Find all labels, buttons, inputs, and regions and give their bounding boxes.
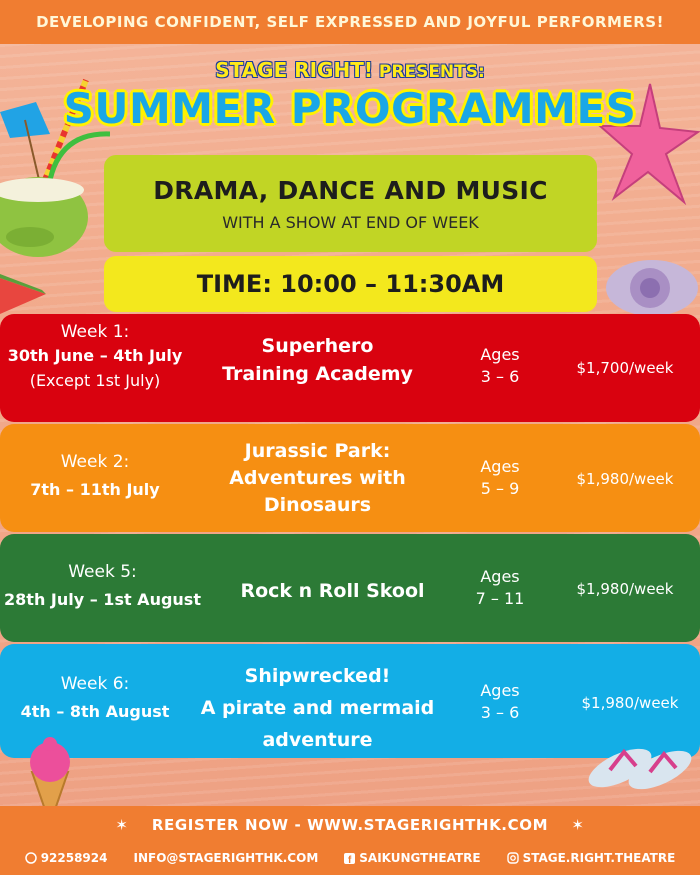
- presents-line: [0, 58, 700, 82]
- week-row: [0, 534, 700, 642]
- register-line: [0, 816, 700, 834]
- email-address: INFO@STAGERIGHTHK.COM: [133, 851, 319, 865]
- time-box: [104, 256, 597, 312]
- contact-instagram[interactable]: [507, 851, 676, 865]
- week-note: (Except 1st July): [29, 371, 161, 390]
- tagline-banner: [0, 0, 700, 44]
- ages-range: 3 – 6: [480, 367, 520, 386]
- program-name-line: Superhero: [261, 335, 374, 357]
- program-type-heading: DRAMA, DANCE AND MUSIC: [153, 176, 548, 205]
- program-name-line: Dinosaurs: [263, 494, 372, 516]
- ages-range: 5 – 9: [480, 479, 520, 498]
- register-text[interactable]: REGISTER NOW - WWW.STAGERIGHTHK.COM: [151, 816, 549, 834]
- price: $1,980/week: [576, 580, 674, 598]
- program-name-line: Adventures with: [229, 467, 406, 489]
- week-dates: 7th – 11th July: [30, 480, 160, 499]
- facebook-icon: [344, 853, 355, 864]
- program-name-line: Training Academy: [222, 363, 413, 385]
- star-icon: ✶: [115, 816, 129, 834]
- program-name-line: Shipwrecked!: [244, 665, 391, 687]
- program-name-line: adventure: [262, 729, 373, 751]
- star-icon: ✶: [571, 816, 585, 834]
- program-type-note: WITH A SHOW AT END OF WEEK: [222, 213, 479, 232]
- ages-label: Ages: [480, 345, 520, 364]
- price: $1,980/week: [576, 470, 674, 488]
- week-row: [0, 424, 700, 532]
- tagline: DEVELOPING CONFIDENT, SELF EXPRESSED AND JOYFUL PERFORMERS!: [36, 13, 664, 31]
- presents-word: PRESENTS:: [378, 62, 485, 82]
- program-name-line: Rock n Roll Skool: [240, 580, 425, 602]
- facebook-handle: SAIKUNGTHEATRE: [359, 851, 481, 865]
- program-type-box: [104, 155, 597, 252]
- flip-flops-illustration: [580, 730, 695, 800]
- week-row: [0, 314, 700, 422]
- instagram-icon: [507, 852, 519, 864]
- phone-number: 92258924: [40, 851, 108, 865]
- program-name-line: Jurassic Park:: [244, 440, 391, 462]
- contacts: [0, 851, 700, 865]
- contact-email[interactable]: [133, 851, 318, 865]
- ages-label: Ages: [480, 567, 520, 586]
- ages-range: 7 – 11: [475, 589, 525, 608]
- instagram-handle: STAGE.RIGHT.THEATRE: [522, 851, 676, 865]
- ages-label: Ages: [480, 681, 520, 700]
- presents-brand: STAGE RIGHT!: [215, 58, 373, 82]
- time-text: TIME: 10:00 – 11:30AM: [196, 270, 505, 298]
- week-label: Week 2:: [60, 452, 130, 472]
- week-dates: 30th June – 4th July: [7, 346, 183, 365]
- week-label: Week 6:: [60, 674, 130, 694]
- price: $1,980/week: [581, 694, 679, 712]
- week-dates: 28th July – 1st August: [4, 590, 201, 609]
- price: $1,700/week: [576, 359, 674, 377]
- week-dates: 4th – 8th August: [20, 702, 170, 721]
- svg-text:f: f: [348, 854, 352, 864]
- week-label: Week 5:: [68, 562, 137, 582]
- watermelon-illustration: [0, 268, 50, 316]
- seashell-illustration: [600, 248, 700, 318]
- ages-label: Ages: [480, 457, 520, 476]
- contact-facebook[interactable]: [344, 851, 480, 865]
- contact-phone[interactable]: [25, 851, 108, 865]
- week-label: Week 1:: [60, 322, 130, 342]
- program-name-line: A pirate and mermaid: [200, 697, 435, 719]
- whatsapp-icon: [25, 852, 37, 864]
- main-title: SUMMER PROGRAMMES: [63, 84, 637, 133]
- ages-range: 3 – 6: [480, 703, 520, 722]
